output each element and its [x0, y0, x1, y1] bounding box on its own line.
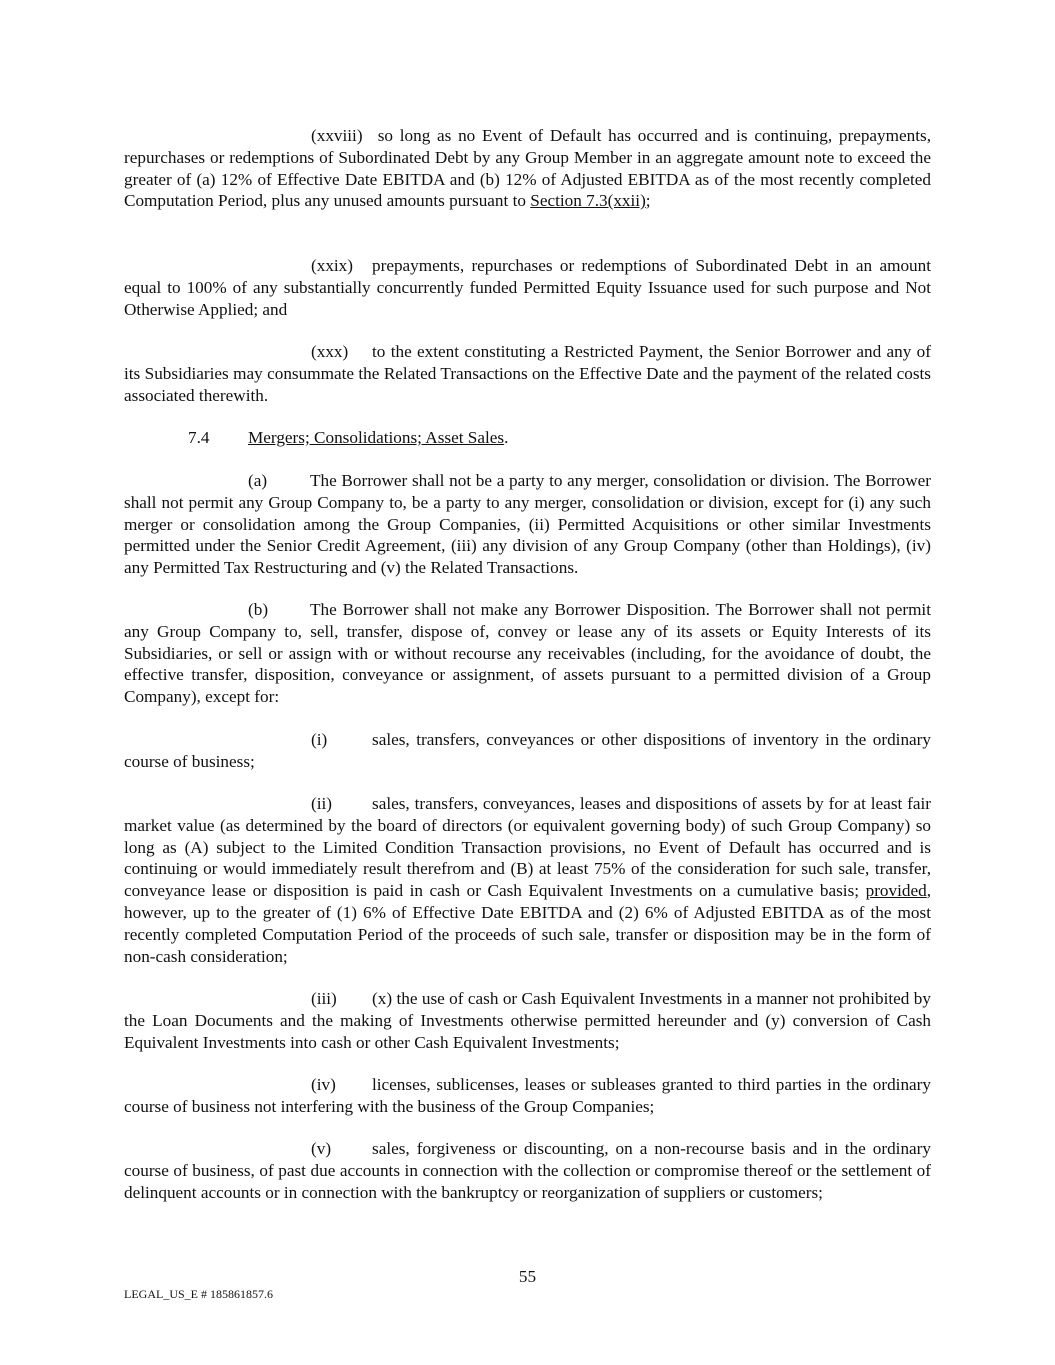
page-number: 55: [518, 1267, 537, 1286]
clause-text: so long as no Event of Default has occurred and is continuing, prepayments, repurchases or redemptions of Subordinated Debt by any Group Member in an aggregate amount note to exceed the greater of (a) 12% of Effective Date EBITDA and (b) 12% of Adjusted EBITDA as of the most recently completed Computation Period, plus any unused amounts pursuant to: [124, 126, 931, 211]
clause-a: [124, 470, 931, 579]
section-heading-7-4: [188, 427, 508, 449]
clause-text: sales, transfers, conveyances or other dispositions of inventory in the ordinary course of business;: [124, 730, 931, 771]
clause-text: prepayments, repurchases or redemptions of Subordinated Debt in an amount equal to 100% of any substantially concurrently funded Permitted Equity Issuance used for such purpose and Not Otherwise Applied; and: [124, 256, 931, 319]
section-number: 7.4: [188, 428, 210, 447]
clause-text: to the extent constituting a Restricted Payment, the Senior Borrower and any of its Subsidiaries may consummate the Related Transactions on the Effective Date and the payment of the related costs associated therewith.: [124, 342, 931, 405]
clause-text: (x) the use of cash or Cash Equivalent Investments in a manner not prohibited by the Loan Documents and the making of Investments otherwise permitted hereunder and (y) conversion of Cash Equivalent Investments into cash or other Cash Equivalent Investments;: [124, 989, 931, 1052]
section-title-tail: .: [504, 428, 509, 447]
clause-label: (v): [311, 1139, 332, 1158]
clause-label: (xxviii): [311, 126, 363, 145]
clause-xxviii: [124, 125, 931, 212]
clause-iii: [124, 988, 931, 1053]
clause-label: (b): [248, 600, 269, 619]
clause-label: (xxx): [311, 342, 349, 361]
clause-label: (ii): [311, 794, 332, 813]
clause-tail: , however, up to the greater of (1) 6% of Effective Date EBITDA and (2) 6% of Adjusted EBITDA as of the most recently completed Computation Period of the proceeds of such sale, transfer or disposition may be in the form of non-cash consideration;: [124, 881, 931, 966]
clause-text: The Borrower shall not be a party to any merger, consolidation or division. The Borrower shall not permit any Group Company to, be a party to any merger, consolidation or division, except for (i) any such merger or consolidation among the Group Companies, (ii) Permitted Acquisitions or other similar Investments permitted under the Senior Credit Agreement, (iii) any division of any Group Company (other than Holdings), (iv) any Permitted Tax Restructuring and (v) the Related Transactions.: [124, 471, 931, 578]
clause-label: (iii): [311, 989, 337, 1008]
clause-text: sales, forgiveness or discounting, on a non-recourse basis and in the ordinary course of business, of past due accounts in connection with the collection or compromise thereof or the settlement of delinquent accounts or in connection with the bankruptcy or reorganization of suppliers or customers;: [124, 1139, 931, 1202]
clause-text: licenses, sublicenses, leases or subleases granted to third parties in the ordinary course of business not interfering with the business of the Group Companies;: [124, 1075, 931, 1116]
provided-term: provided: [865, 881, 927, 901]
clause-xxx: [124, 341, 931, 406]
document-id: LEGAL_US_E # 185861857.6: [124, 1287, 273, 1301]
clause-text: sales, transfers, conveyances, leases and dispositions of assets by for at least fair market value (as determined by the board of directors (or equivalent governing body) of such Group Company) so long as (A) subject to the Limited Condition Transaction provisions, no Event of Default has occurred and is continuing or would immediately result therefrom and (B) at least 75% of the consideration for such sale, transfer, conveyance lease or disposition is paid in cash or Cash Equivalent Investments on a cumulative basis;: [124, 794, 931, 901]
clause-ii: [124, 793, 931, 967]
clause-label: (iv): [311, 1075, 336, 1094]
section-title: Mergers; Consolidations; Asset Sales: [248, 428, 505, 447]
clause-label: (xxix): [311, 256, 354, 275]
clause-label: (i): [311, 730, 328, 749]
clause-v: [124, 1138, 931, 1203]
clause-b: [124, 599, 931, 708]
section-reference: Section 7.3(xxii): [530, 191, 646, 211]
clause-xxix: [124, 255, 931, 320]
clause-text: The Borrower shall not make any Borrower Disposition. The Borrower shall not permit any Group Company to, sell, transfer, dispose of, convey or lease any of its assets or Equity Interests of its Subsidiaries, or sell or assign with or without recourse any receivables (including, for the avoidance of doubt, the effective transfer, disposition, conveyance or assignment, of assets pursuant to a permitted division of a Group Company), except for:: [124, 600, 931, 707]
clause-tail: ;: [645, 191, 651, 211]
clause-iv: [124, 1074, 931, 1118]
clause-label: (a): [248, 471, 268, 490]
clause-i: [124, 729, 931, 773]
